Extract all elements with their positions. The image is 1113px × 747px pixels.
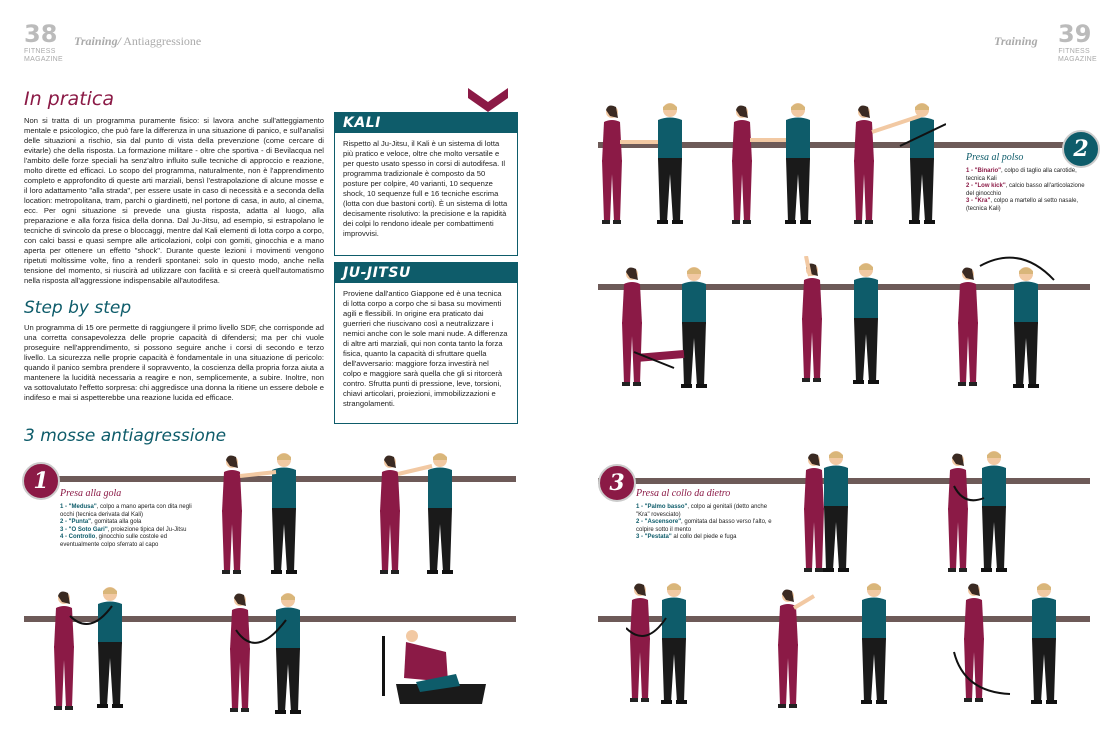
jujitsu-text: Proviene dall'antico Giappone ed è una tecnica di lotta corpo a corpo che si basa su movimenti agili e flessibili. In origine era praticato dai guerrieri che riuscivano così a neutralizzare i nemici anche con le sole mani nude. A differenza di altre arti marziali, qui non conta tanto la forza fisica, quanto la capacità di sfruttare quella dell'avversario: maggiore forza investirà nel colpo e maggiore sarà quella che gli si ritorcerà contro. Sfrutta punti di pressione, leve, torsioni, chiavi articolari, proiezioni, immobilizzazioni e strangolamenti. bbox=[343, 289, 508, 408]
magazine-label-right bbox=[1058, 48, 1097, 64]
subsection-label: Antiaggressione bbox=[120, 34, 202, 48]
illustration-move1-step4 bbox=[226, 590, 326, 716]
illustration-move1-step3 bbox=[50, 586, 140, 712]
kali-text: Rispetto al Ju-Jitsu, il Kali è un sistema di lotta più pratico e veloce, oltre che molto versatile e per questo usato spesso in corsi di autodifesa. Il programma tradizionale è composto da 50 posture per colpire, 40 varianti, 10 sequenze shock, 10 sequenze full e 16 tecniche escrima (lotta con due bastoni corti). È un sistema di lotta decisamente risolutivo: la precisione e la rapidità dei colpi lo rendono ideale per combattimenti improvvisi. bbox=[343, 139, 508, 238]
move2-step-1: 1 - "Binario", colpo di taglio alla carotide, tecnica Kali bbox=[966, 168, 1077, 182]
move1-steps bbox=[60, 504, 200, 549]
move1-step-3: 3 - "O Soto Gari", proiezione tipica del Ju-Jitsu bbox=[60, 526, 187, 533]
magazine-label-line2: MAGAZINE bbox=[24, 56, 63, 63]
illustration-move2-step3 bbox=[850, 102, 946, 228]
move3-title: Presa al collo da dietro bbox=[636, 488, 731, 499]
illustration-move2-step2 bbox=[728, 102, 824, 228]
section-label: Training/ bbox=[74, 34, 121, 48]
illustration-move3-step5 bbox=[950, 582, 1070, 710]
move3-step-2: 2 - "Ascensore", gomitata dal basso verso l'alto, e colpire sotto il mento bbox=[636, 519, 772, 533]
in-pratica-title: In pratica bbox=[24, 88, 115, 110]
right-page-number: 39 bbox=[1058, 20, 1092, 48]
illustration-move2-step5 bbox=[798, 256, 894, 388]
move1-title: Presa alla gola bbox=[60, 488, 122, 499]
jujitsu-title: JU-JITSU bbox=[335, 263, 517, 283]
move3-number-badge: 3 bbox=[598, 464, 636, 502]
move3-steps bbox=[636, 504, 776, 542]
illustration-move3-step2 bbox=[944, 446, 1024, 576]
magazine-label-line2: MAGAZINE bbox=[1058, 56, 1097, 63]
step-by-step-title: Step by step bbox=[24, 298, 132, 318]
illustration-move2-step4 bbox=[614, 266, 714, 390]
kali-title: KALI bbox=[335, 113, 517, 133]
magazine-label-left bbox=[24, 48, 63, 64]
illustration-move3-step3 bbox=[626, 578, 706, 708]
running-head-left bbox=[74, 34, 201, 49]
left-page-number: 38 bbox=[24, 20, 58, 48]
in-pratica-text: Non si tratta di un programma puramente fisico: si lavora anche sull'atteggiamento mentale e psicologico, che può fare la differenza in una situazione di panico, e sull'analisi delle situazioni a rischio, sia dal punto di vista della prevenzione (come cercare di evitarle) che della risposta. La formazione militare - oltre che sportiva - di Bevilacqua nel l'ambito delle forze speciali ha senz'altro influito sulle tecniche di approccio e reazione, molto dirette ed efficaci. Lo scopo del programma, naturalmente, non è l'apprendimento completo e approfondito di queste arti marziali, bensì l'estrapolazione di alcune mosse e il loro adattamento "alla strada", per essere usate in caso di necessità e a seconda della location: metropolitana, tram, parchi o giardinetti, nel portone di casa, in auto, al cinema, ecc. Per ogni situazione si prevede una giusta risposta, adatta al luogo, alla preparazione e alla forza fisica della donna. Dal Ju-Jitsu, ad esempio, si estrapolano le tecniche di svincolo da prese o bloccaggi, mentre dal Kali elementi di lotta corpo a corpo, con calci bassi e quasi sempre alle articolazioni, colpi con gomiti, ginocchia e a mano aperta per ottenere un effetto "shock". Durante queste lezioni i movimenti vengono ripetuti moltissime volte, fino a renderli spontanei: solo in questo modo, anche nella tensione del momento, si riuscirà ad utilizzare con facilità e si creerà quell'automatismo nella risposta all'aggressione indispensabile all'autodifesa. bbox=[24, 116, 324, 285]
move2-number-badge: 2 bbox=[1062, 130, 1100, 168]
illustration-move1-step5 bbox=[376, 622, 496, 712]
running-head-right: Training bbox=[994, 34, 1038, 48]
step-by-step-text: Un programma di 15 ore permette di raggiungere il primo livello SDF, che corrisponde ad una corretta consapevolezza delle proprie capacità di difendersi; ma per chi vuole proseguire nell'apprendimento, si possono seguire anche i corsi di secondo e terzo livello. La sicurezza nelle proprie capacità è fondamentale in una situazione di pericolo: quando il panico sembra prendere il sopravvento, la coscienza della propria forza aiuta a mantenere la lucidità necessaria a reagire e non, semplicemente, a subire. Inoltre, non va sottovalutato l'effetto sorpresa: chi aggredisce una donna la ritiene un essere debole e indifeso e mai si aspetterebbe una reazione lucida ed efficace. bbox=[24, 323, 324, 402]
illustration-move2-step6 bbox=[950, 256, 1070, 388]
illustration-move1-step1 bbox=[218, 452, 308, 578]
move2-title: Presa al polso bbox=[966, 152, 1024, 163]
move1-number-badge: 1 bbox=[22, 462, 60, 500]
move1-step-2: 2 - "Punta", gomitata alla gola bbox=[60, 519, 142, 525]
mosse-title: 3 mosse antiagressione bbox=[24, 426, 227, 446]
move2-steps bbox=[966, 168, 1090, 213]
kali-box bbox=[334, 112, 518, 256]
move3-step-1: 1 - "Palmo basso", colpo ai genitali (detto anche "Kra" rovesciato) bbox=[636, 504, 768, 518]
illustration-move3-step1 bbox=[800, 446, 860, 576]
illustration-move2-step1 bbox=[598, 102, 694, 228]
move2-step-2: 2 - "Low kick", calcio basso all'articolazione del ginocchio bbox=[966, 183, 1085, 197]
magazine-label-line1: FITNESS bbox=[24, 48, 56, 55]
illustration-move3-step4 bbox=[774, 578, 898, 708]
move1-step-1: 1 - "Medusa", colpo a mano aperta con dita negli occhi (tecnica derivata dal Kali) bbox=[60, 504, 192, 518]
magazine-label-line1: FITNESS bbox=[1058, 48, 1090, 55]
move3-step-3: 3 - "Pestata" al collo del piede e fuga bbox=[636, 534, 737, 540]
jujitsu-box bbox=[334, 262, 518, 424]
move2-step-3: 3 - "Kra", colpo a martello al setto nasale, (tecnica Kali) bbox=[966, 198, 1079, 212]
illustration-move1-step2 bbox=[376, 452, 466, 578]
move1-step-4: 4 - Controllo, ginocchio sulle costole ed eventualmente colpo sferrato al capo bbox=[60, 534, 168, 548]
